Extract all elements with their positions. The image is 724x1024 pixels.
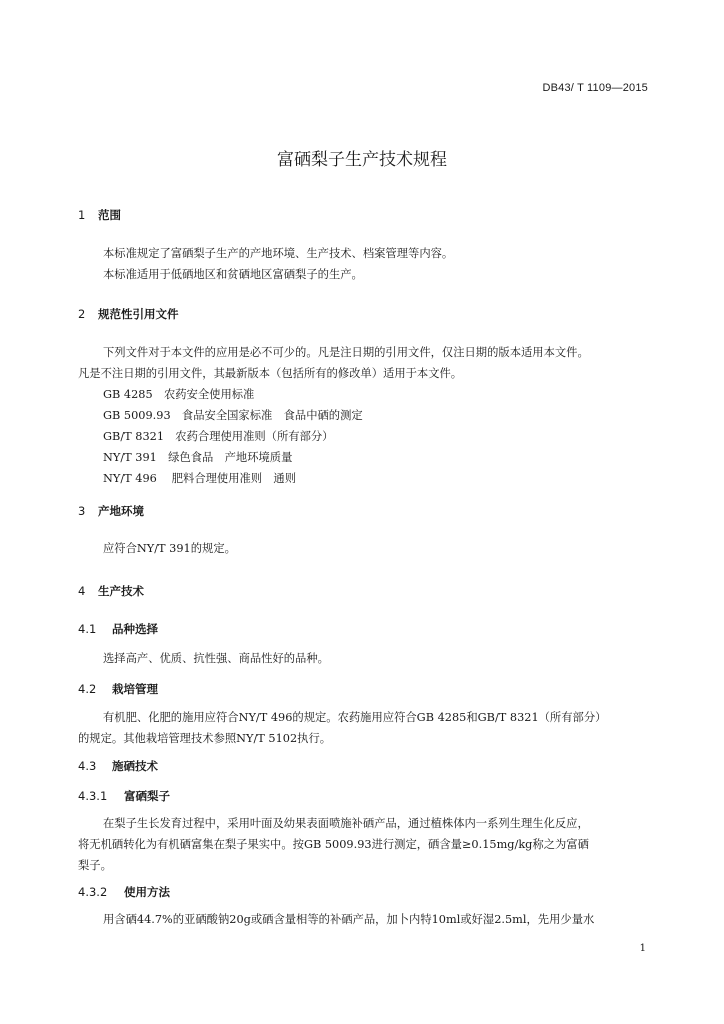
- section-1-heading: [78, 207, 121, 223]
- section-4-3-1-body: [78, 813, 648, 876]
- section-title: 范围: [98, 208, 121, 222]
- section-title: 使用方法: [124, 885, 170, 899]
- paragraph-line: 的规定。其他栽培管理技术参照NY/T 5102执行。: [78, 732, 332, 745]
- paragraph-line: 用含硒44.7%的亚硒酸钠20g或硒含量相等的补硒产品，加卜内特10ml或好湿2.5ml，先用少量水: [103, 913, 595, 926]
- section-title: 规范性引用文件: [98, 307, 179, 321]
- section-number: 3: [78, 504, 86, 518]
- section-4-1-heading: [78, 621, 158, 637]
- paragraph-line: 有机肥、化肥的施用应符合NY/T 496的规定。农药施用应符合GB 4285和GB/T 8321（所有部分）: [103, 711, 607, 724]
- reference-item: GB 4285 农药安全使用标准: [103, 388, 255, 401]
- paragraph-line: 在梨子生长发育过程中，采用叶面及幼果表面喷施补硒产品，通过植株体内一系列生理生化反应，: [103, 817, 589, 830]
- section-title: 富硒梨子: [124, 789, 170, 803]
- paragraph-line: 梨子。: [78, 859, 112, 872]
- section-title: 产地环境: [98, 504, 144, 518]
- standard-code: DB43/ T 1109—2015: [542, 82, 648, 94]
- section-2-body: [78, 342, 648, 489]
- section-2-heading: [78, 306, 179, 322]
- paragraph-line: 本标准适用于低硒地区和贫硒地区富硒梨子的生产。: [103, 268, 363, 281]
- section-number: 1: [78, 208, 86, 222]
- section-number: 4.3: [78, 759, 97, 773]
- section-4-3-2-heading: [78, 884, 170, 900]
- section-1-body: [78, 243, 673, 285]
- section-number: 4.2: [78, 682, 97, 696]
- section-number: 4.3.1: [78, 789, 108, 803]
- paragraph-line: 下列文件对于本文件的应用是必不可少的。凡是注日期的引用文件，仅注日期的版本适用本文件。: [103, 346, 589, 359]
- section-title: 生产技术: [98, 584, 144, 598]
- paragraph-line: 本标准规定了富硒梨子生产的产地环境、生产技术、档案管理等内容。: [103, 247, 454, 260]
- reference-item: NY/T 391 绿色食品 产地环境质量: [103, 451, 293, 464]
- page-number: 1: [639, 943, 646, 954]
- paragraph-line: 凡是不注日期的引用文件，其最新版本（包括所有的修改单）适用于本文件。: [78, 367, 463, 380]
- reference-item: NY/T 496 肥料合理使用准则 通则: [103, 472, 296, 485]
- section-title: 施硒技术: [112, 759, 158, 773]
- reference-item: GB/T 8321 农药合理使用准则（所有部分）: [103, 430, 334, 443]
- section-4-3-1-heading: [78, 788, 170, 804]
- section-number: 4.1: [78, 622, 97, 636]
- paragraph-line: 将无机硒转化为有机硒富集在梨子果实中。按GB 5009.93进行测定，硒含量≥0.15mg/kg称之为富硒: [78, 838, 589, 851]
- section-number: 4: [78, 584, 86, 598]
- document-title: 富硒梨子生产技术规程: [277, 150, 447, 170]
- section-number: 2: [78, 307, 86, 321]
- section-3-heading: [78, 503, 144, 519]
- paragraph-line: 选择高产、优质、抗性强、商品性好的品种。: [103, 652, 329, 665]
- section-4-1-body: [78, 648, 673, 669]
- section-3-body: [78, 538, 673, 559]
- section-4-3-2-body: [78, 909, 673, 930]
- section-title: 品种选择: [112, 622, 158, 636]
- reference-item: GB 5009.93 食品安全国家标准 食品中硒的测定: [103, 409, 363, 422]
- section-4-heading: [78, 583, 144, 599]
- section-title: 栽培管理: [112, 682, 158, 696]
- section-4-2-body: [78, 707, 648, 749]
- section-number: 4.3.2: [78, 885, 108, 899]
- section-4-3-heading: [78, 758, 158, 774]
- paragraph-line: 应符合NY/T 391的规定。: [103, 542, 236, 555]
- section-4-2-heading: [78, 681, 158, 697]
